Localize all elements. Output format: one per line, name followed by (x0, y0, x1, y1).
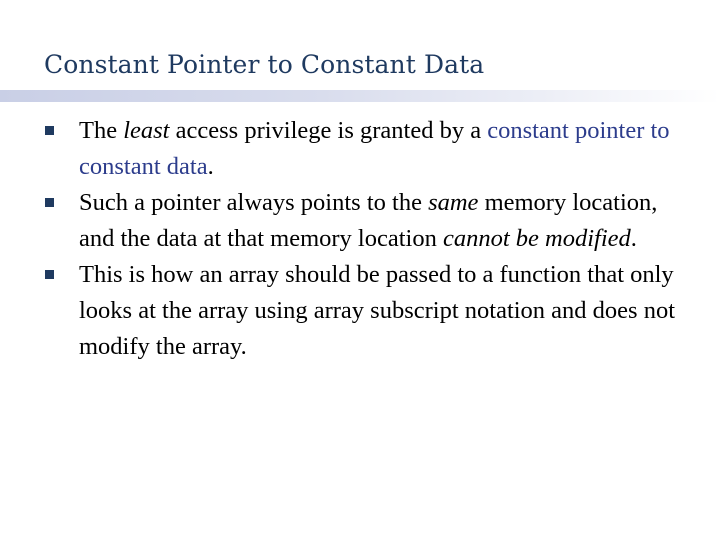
bullet-item (44, 257, 684, 365)
bullet-item (44, 185, 684, 257)
bullet-text (79, 261, 675, 360)
text-run: . (630, 225, 637, 252)
text-run: memory location, and the data at that memory location (79, 189, 658, 252)
title-underline-bar (0, 90, 720, 102)
square-bullet-icon (45, 126, 54, 135)
slide-title: Constant Pointer to Constant Data (44, 50, 485, 79)
text-run: The (79, 117, 124, 144)
emphasis-text: same (428, 189, 479, 216)
square-bullet-icon (45, 270, 54, 279)
bullet-text (79, 117, 670, 180)
emphasis-text: cannot be modified (442, 225, 631, 252)
square-bullet-icon (45, 198, 54, 207)
text-run: This is how an array should be passed to a function that only looks at the array using array subscript notation and does not modify the array. (79, 261, 676, 360)
highlighted-term: constant pointer to constant data (79, 117, 670, 180)
bullet-item (44, 113, 684, 185)
emphasis-text: least (123, 117, 170, 144)
bullet-text (79, 189, 657, 252)
bullet-list (44, 113, 684, 365)
text-run: . (207, 153, 214, 180)
text-run: Such a pointer always points to the (79, 189, 429, 216)
text-run: access privilege is granted by a (169, 117, 488, 144)
